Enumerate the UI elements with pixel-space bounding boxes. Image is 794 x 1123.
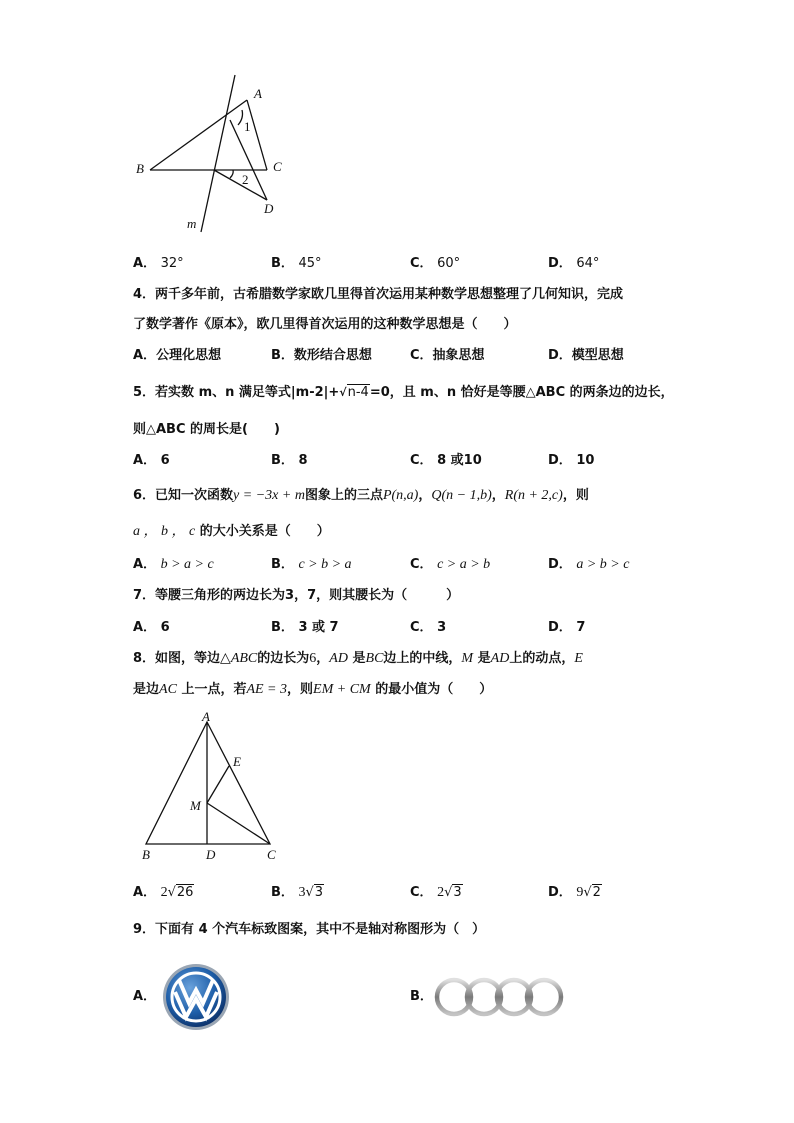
q3-option-a[interactable]: A． 32° bbox=[133, 256, 184, 271]
q3-geometry-figure bbox=[130, 70, 300, 240]
q5-option-a[interactable]: A． 6 bbox=[133, 453, 170, 468]
label-E: E bbox=[233, 754, 241, 769]
q8-stem-line1: 8．如图，等边△ABC的边长为6，AD 是BC边上的中线，M 是AD上的动点，E bbox=[133, 651, 583, 666]
q8-option-b[interactable]: B． 3√3 bbox=[271, 885, 324, 900]
q5-stem-line1: 5．若实数 m、n 满足等式|m-2|+√n-4=0，且 m、n 恰好是等腰△ABC 的两条边的边长， bbox=[133, 385, 674, 400]
q9-option-a-label[interactable]: A． bbox=[133, 989, 157, 1004]
label-B: B bbox=[136, 161, 144, 176]
audi-logo[interactable] bbox=[432, 975, 567, 1020]
volkswagen-logo[interactable] bbox=[162, 963, 230, 1031]
triangle-ABC bbox=[146, 722, 270, 844]
q6-option-b[interactable]: B． c > b > a bbox=[271, 557, 352, 572]
q6-option-c[interactable]: C． c > a > b bbox=[410, 557, 491, 572]
q3-option-b[interactable]: B． 45° bbox=[271, 256, 322, 271]
label-C: C bbox=[273, 159, 282, 174]
q8-stem-line2: 是边AC 上一点，若AE = 3，则EM + CM 的最小值为（ ） bbox=[133, 682, 493, 697]
label-angle-2: 2 bbox=[242, 172, 249, 187]
segment-D bbox=[214, 170, 267, 200]
q4-option-c[interactable]: C．抽象思想 bbox=[410, 348, 485, 363]
q5-stem-line2: 则△ABC 的周长是( ) bbox=[133, 422, 280, 437]
q5-option-b[interactable]: B． 8 bbox=[271, 453, 308, 468]
angle-1-arc bbox=[238, 110, 243, 125]
q7-option-c[interactable]: C． 3 bbox=[410, 620, 447, 635]
q4-option-d[interactable]: D．模型思想 bbox=[548, 348, 624, 363]
q5-option-c[interactable]: C． 8 或10 bbox=[410, 453, 482, 468]
label-B: B bbox=[142, 847, 150, 862]
label-A: A bbox=[254, 86, 262, 101]
label-M: M bbox=[190, 798, 201, 813]
label-D: D bbox=[264, 201, 274, 216]
q8-option-c[interactable]: C． 2√3 bbox=[410, 885, 462, 900]
q6-option-a[interactable]: A． b > a > c bbox=[133, 557, 214, 572]
q8-option-d[interactable]: D． 9√2 bbox=[548, 885, 601, 900]
label-angle-1: 1 bbox=[244, 119, 251, 134]
label-m: m bbox=[187, 216, 197, 231]
label-D: D bbox=[206, 847, 216, 862]
q6-option-d[interactable]: D． a > b > c bbox=[548, 557, 630, 572]
q9-option-b-label[interactable]: B． bbox=[410, 989, 433, 1004]
label-C: C bbox=[267, 847, 276, 862]
q7-option-a[interactable]: A． 6 bbox=[133, 620, 170, 635]
segment-AC bbox=[247, 100, 267, 170]
q6-stem-line1: 6．已知一次函数y = −3x + m图象上的三点P(n,a)，Q(n − 1,b)，R(n + 2,c)，则 bbox=[133, 488, 589, 503]
q8-option-a[interactable]: A． 2√26 bbox=[133, 885, 194, 900]
label-A: A bbox=[202, 709, 210, 724]
q4-option-a[interactable]: A．公理化思想 bbox=[133, 348, 222, 363]
q5-option-d[interactable]: D． 10 bbox=[548, 453, 595, 468]
q4-option-b[interactable]: B．数形结合思想 bbox=[271, 348, 372, 363]
q3-option-d[interactable]: D． 64° bbox=[548, 256, 600, 271]
q6-stem-line2: a ， b ， c 的大小关系是（ ） bbox=[133, 524, 330, 539]
q7-stem: 7．等腰三角形的两边长为3，7，则其腰长为（ ） bbox=[133, 588, 460, 603]
q3-option-c[interactable]: C． 60° bbox=[410, 256, 461, 271]
q4-stem-line1: 4．两千多年前，古希腊数学家欧几里得首次运用某种数学思想整理了几何知识，完成 bbox=[133, 287, 624, 302]
q4-stem-line2: 了数学著作《原本》，欧几里得首次运用的这种数学思想是（ ） bbox=[133, 317, 517, 332]
q7-option-b[interactable]: B． 3 或 7 bbox=[271, 620, 339, 635]
segment-BA bbox=[150, 100, 247, 170]
q7-option-d[interactable]: D． 7 bbox=[548, 620, 586, 635]
segment-MC bbox=[207, 803, 270, 844]
q9-stem: 9．下面有 4 个汽车标致图案，其中不是轴对称图形为（ ） bbox=[133, 922, 486, 937]
q8-triangle-figure bbox=[132, 708, 292, 868]
segment-EM bbox=[207, 766, 229, 803]
angle-2-arc bbox=[230, 170, 233, 178]
line-m bbox=[201, 75, 235, 232]
